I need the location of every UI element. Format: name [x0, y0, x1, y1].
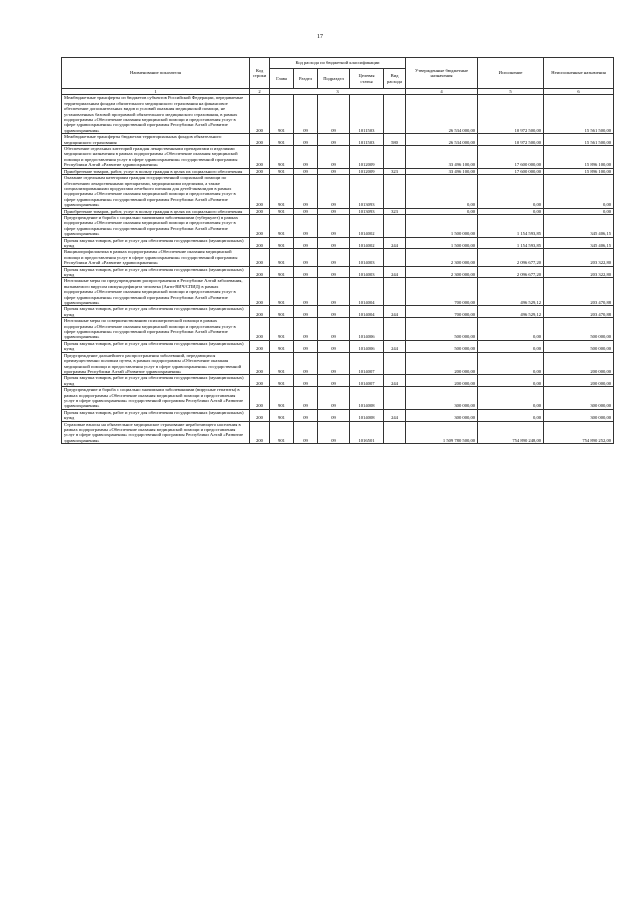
- table-row: [62, 214, 614, 237]
- row-name: Неотложные меры по совершенствованию психиатрической помощи в рамках подпрограммы «Обеспечение оказания медицинской помощи и предоставления услуг в сфере здравоохранения» государственной программы Республики Алтай «Развитие здравоохранения»: [62, 318, 250, 341]
- row-executed: 1 154 593,85: [478, 214, 544, 237]
- header-section: Раздел: [294, 69, 318, 89]
- row-expense-type: 244: [384, 375, 406, 387]
- row-line-code: 200: [250, 134, 270, 146]
- row-subsection: 09: [318, 249, 350, 266]
- row-name: Прочая закупка товаров, работ и услуг для обеспечения государственных (муниципальных) нужд: [62, 375, 250, 387]
- row-subsection: 09: [318, 318, 350, 341]
- header-classification: Код расхода по бюджетной классификации: [270, 58, 406, 69]
- row-chapter: 901: [270, 134, 294, 146]
- row-line-code: 200: [250, 175, 270, 208]
- row-name: Предупреждение и борьба с социально значимыми заболеваниями (туберкулез) в рамках подпрограммы «Обеспечение оказания медицинской помощи и предоставления услуг в сфере здравоохранения» государственной программы Республики Алтай «Развитие здравоохранения»: [62, 214, 250, 237]
- row-approved: 33 496 100,00: [406, 168, 478, 174]
- row-approved: 26 534 000,00: [406, 95, 478, 134]
- row-subsection: 09: [318, 175, 350, 208]
- row-subsection: 09: [318, 306, 350, 318]
- header-row-1: [62, 58, 614, 69]
- row-approved: 200 000,00: [406, 375, 478, 387]
- row-name: Предупреждение и борьба с социально значимыми заболеваниями (вирусные гепатиты) в рамках подпрограммы «Обеспечение оказания медицинской помощи и предоставления услуг в сфере здравоохранения» государственной программы Республики Алтай «Развитие здравоохранения»: [62, 387, 250, 410]
- row-unexecuted: 300 000,00: [544, 409, 614, 421]
- row-name: Неотложные меры по предупреждению распространения в Республике Алтай заболевания, вызываемого вирусом иммунодефицита человека (Анти-ВИЧ/СПИД) в рамках подпрограммы «Обеспечение оказания медицинской помощи и предоставления услуг в сфере здравоохранения» государственной программы Республики Алтай «Развитие здравоохранения»: [62, 278, 250, 306]
- table-row: [62, 421, 614, 444]
- row-target: 1014003: [350, 266, 384, 278]
- row-approved: 0,00: [406, 175, 478, 208]
- row-executed: 1 154 593,85: [478, 237, 544, 249]
- row-target: 1014004: [350, 278, 384, 306]
- row-executed: 10 972 500,00: [478, 134, 544, 146]
- row-subsection: 09: [318, 146, 350, 169]
- row-executed: 0,00: [478, 208, 544, 214]
- row-executed: 496 529,12: [478, 278, 544, 306]
- table-row: [62, 352, 614, 375]
- row-target: 1014002: [350, 214, 384, 237]
- budget-table: [61, 57, 614, 444]
- row-target: 1014008: [350, 387, 384, 410]
- row-executed: 17 600 000,00: [478, 168, 544, 174]
- row-section: 09: [294, 340, 318, 352]
- row-approved: 1 509 780 500,00: [406, 421, 478, 444]
- row-expense-type: 580: [384, 134, 406, 146]
- row-subsection: 09: [318, 278, 350, 306]
- row-subsection: 09: [318, 208, 350, 214]
- row-executed: 754 890 248,00: [478, 421, 544, 444]
- row-line-code: 200: [250, 168, 270, 174]
- row-section: 09: [294, 249, 318, 266]
- row-executed: 0,00: [478, 375, 544, 387]
- row-expense-type: [384, 318, 406, 341]
- row-unexecuted: 200 000,00: [544, 352, 614, 375]
- row-unexecuted: 15 561 500,00: [544, 134, 614, 146]
- table-row: [62, 340, 614, 352]
- row-line-code: 200: [250, 249, 270, 266]
- row-name: Обеспечение отдельных категорий граждан лекарственными препаратами и изделиями медицинского назначения в рамках подпрограммы «Обеспечение оказания медицинской помощи и предоставления услуг в сфере здравоохранения» государственной программы Республики Алтай «Развитие здравоохранения»: [62, 146, 250, 169]
- row-section: 09: [294, 421, 318, 444]
- row-approved: 26 534 000,00: [406, 134, 478, 146]
- row-expense-type: [384, 249, 406, 266]
- row-chapter: 901: [270, 318, 294, 341]
- row-line-code: 200: [250, 95, 270, 134]
- row-approved: 2 300 000,00: [406, 249, 478, 266]
- row-expense-type: [384, 421, 406, 444]
- row-chapter: 901: [270, 208, 294, 214]
- table-row: [62, 175, 614, 208]
- row-name: Прочая закупка товаров, работ и услуг для обеспечения государственных (муниципальных) нужд: [62, 340, 250, 352]
- row-target: 1014003: [350, 249, 384, 266]
- row-subsection: 09: [318, 168, 350, 174]
- row-unexecuted: 15 896 100,00: [544, 146, 614, 169]
- row-target: 1013093: [350, 208, 384, 214]
- row-chapter: 901: [270, 95, 294, 134]
- header-subsection: Подраздел: [318, 69, 350, 89]
- row-target: 1014002: [350, 237, 384, 249]
- header-expense-type: Вид расхода: [384, 69, 406, 89]
- row-chapter: 901: [270, 409, 294, 421]
- row-expense-type: 244: [384, 340, 406, 352]
- colnum: 1: [62, 89, 250, 95]
- row-chapter: 901: [270, 421, 294, 444]
- row-subsection: 09: [318, 237, 350, 249]
- row-expense-type: [384, 278, 406, 306]
- row-expense-type: 323: [384, 168, 406, 174]
- header-code-line: Код строки: [250, 58, 270, 89]
- row-line-code: 200: [250, 352, 270, 375]
- row-name: Страховые взносы на обязательное медицинское страхование неработающего населения в рамках подпрограммы «Обеспечение оказания медицинской помощи и предоставления услуг в сфере здравоохранения» государственной программы Республики Алтай «Развитие здравоохранения»: [62, 421, 250, 444]
- row-expense-type: 323: [384, 208, 406, 214]
- row-name: Приобретение товаров, работ, услуг в пользу граждан в целях их социального обеспечения: [62, 208, 250, 214]
- row-section: 09: [294, 95, 318, 134]
- row-subsection: 09: [318, 409, 350, 421]
- page-number: 17: [317, 34, 323, 40]
- row-line-code: 200: [250, 421, 270, 444]
- row-target: 1014008: [350, 409, 384, 421]
- row-section: 09: [294, 409, 318, 421]
- table-row: [62, 95, 614, 134]
- row-target: 1016501: [350, 421, 384, 444]
- row-expense-type: [384, 352, 406, 375]
- row-unexecuted: 15 561 500,00: [544, 95, 614, 134]
- row-executed: 0,00: [478, 318, 544, 341]
- row-chapter: 901: [270, 146, 294, 169]
- row-unexecuted: 203 470,88: [544, 278, 614, 306]
- table-row: [62, 146, 614, 169]
- colnum: 2: [250, 89, 270, 95]
- row-unexecuted: 0,00: [544, 175, 614, 208]
- table-row: [62, 266, 614, 278]
- row-name: Предупреждение дальнейшего распространения заболеваний, передающихся преимущественно половым путем, в рамках подпрограммы «Обеспечение оказания медицинской помощи и предоставления услуг в сфере здравоохранения» государственной программы Республики Алтай «Развитие здравоохранения»: [62, 352, 250, 375]
- row-target: 1014007: [350, 352, 384, 375]
- header-unexecuted: Неисполненные назначения: [544, 58, 614, 89]
- table-row: [62, 249, 614, 266]
- row-line-code: 200: [250, 237, 270, 249]
- row-subsection: 09: [318, 214, 350, 237]
- row-executed: 17 600 000,00: [478, 146, 544, 169]
- row-section: 09: [294, 318, 318, 341]
- table-body: [62, 95, 614, 444]
- row-chapter: 901: [270, 278, 294, 306]
- row-chapter: 901: [270, 352, 294, 375]
- table-row: [62, 134, 614, 146]
- row-name: Прочая закупка товаров, работ и услуг для обеспечения государственных (муниципальных) нужд: [62, 409, 250, 421]
- row-chapter: 901: [270, 175, 294, 208]
- row-unexecuted: 15 896 100,00: [544, 168, 614, 174]
- row-chapter: 901: [270, 340, 294, 352]
- row-section: 09: [294, 134, 318, 146]
- table-row: [62, 375, 614, 387]
- row-name: Межбюджетные трансферты бюджетам территориальных фондов обязательного медицинского страхования: [62, 134, 250, 146]
- row-target: 1011503: [350, 95, 384, 134]
- row-line-code: 200: [250, 387, 270, 410]
- row-section: 09: [294, 146, 318, 169]
- row-chapter: 901: [270, 214, 294, 237]
- row-name: Прочая закупка товаров, работ и услуг для обеспечения государственных (муниципальных) нужд: [62, 306, 250, 318]
- row-section: 09: [294, 266, 318, 278]
- row-section: 09: [294, 237, 318, 249]
- row-line-code: 200: [250, 318, 270, 341]
- row-section: 09: [294, 375, 318, 387]
- row-line-code: 200: [250, 278, 270, 306]
- row-expense-type: [384, 387, 406, 410]
- row-executed: 0,00: [478, 340, 544, 352]
- row-unexecuted: 754 890 252,00: [544, 421, 614, 444]
- row-subsection: 09: [318, 421, 350, 444]
- row-line-code: 200: [250, 375, 270, 387]
- row-chapter: 901: [270, 168, 294, 174]
- row-approved: 500 000,00: [406, 318, 478, 341]
- row-unexecuted: 345 406,15: [544, 214, 614, 237]
- table-row: [62, 387, 614, 410]
- row-line-code: 200: [250, 214, 270, 237]
- row-approved: 2 300 000,00: [406, 266, 478, 278]
- row-line-code: 200: [250, 208, 270, 214]
- row-expense-type: 244: [384, 266, 406, 278]
- row-subsection: 09: [318, 134, 350, 146]
- row-approved: 700 000,00: [406, 306, 478, 318]
- row-target: 1014004: [350, 306, 384, 318]
- row-line-code: 200: [250, 146, 270, 169]
- row-chapter: 901: [270, 306, 294, 318]
- row-approved: 700 000,00: [406, 278, 478, 306]
- row-unexecuted: 203 322,80: [544, 249, 614, 266]
- row-chapter: 901: [270, 266, 294, 278]
- row-executed: 0,00: [478, 352, 544, 375]
- row-unexecuted: 500 000,00: [544, 318, 614, 341]
- header-executed: Исполнение: [478, 58, 544, 89]
- row-approved: 0,00: [406, 208, 478, 214]
- row-chapter: 901: [270, 387, 294, 410]
- row-subsection: 09: [318, 95, 350, 134]
- row-executed: 2 096 677,20: [478, 249, 544, 266]
- row-subsection: 09: [318, 387, 350, 410]
- colnum: 3: [270, 89, 406, 95]
- table-row: [62, 409, 614, 421]
- row-section: 09: [294, 387, 318, 410]
- row-name: Прочая закупка товаров, работ и услуг для обеспечения государственных (муниципальных) нужд: [62, 237, 250, 249]
- row-line-code: 200: [250, 266, 270, 278]
- header-name: Наименование показателя: [62, 58, 250, 89]
- row-line-code: 200: [250, 306, 270, 318]
- row-approved: 300 000,00: [406, 409, 478, 421]
- row-approved: 1 500 000,00: [406, 214, 478, 237]
- row-target: 1013093: [350, 175, 384, 208]
- row-executed: 2 096 677,20: [478, 266, 544, 278]
- row-unexecuted: 0,00: [544, 208, 614, 214]
- row-expense-type: 244: [384, 237, 406, 249]
- row-chapter: 901: [270, 249, 294, 266]
- row-approved: 200 000,00: [406, 352, 478, 375]
- header-chapter: Глава: [270, 69, 294, 89]
- row-executed: 0,00: [478, 387, 544, 410]
- table-row: [62, 306, 614, 318]
- row-expense-type: [384, 95, 406, 134]
- row-section: 09: [294, 175, 318, 208]
- row-expense-type: [384, 175, 406, 208]
- row-target: 1014007: [350, 375, 384, 387]
- row-expense-type: 244: [384, 306, 406, 318]
- row-section: 09: [294, 208, 318, 214]
- row-chapter: 901: [270, 237, 294, 249]
- row-name: Прочая закупка товаров, работ и услуг для обеспечения государственных (муниципальных) нужд: [62, 266, 250, 278]
- row-executed: 0,00: [478, 409, 544, 421]
- row-executed: 10 972 500,00: [478, 95, 544, 134]
- row-name: Приобретение товаров, работ, услуг в пользу граждан в целях их социального обеспечения: [62, 168, 250, 174]
- row-section: 09: [294, 306, 318, 318]
- row-subsection: 09: [318, 340, 350, 352]
- row-approved: 300 000,00: [406, 387, 478, 410]
- row-executed: 496 529,12: [478, 306, 544, 318]
- row-section: 09: [294, 278, 318, 306]
- row-unexecuted: 200 000,00: [544, 375, 614, 387]
- colnum: 6: [544, 89, 614, 95]
- row-subsection: 09: [318, 352, 350, 375]
- row-subsection: 09: [318, 375, 350, 387]
- row-unexecuted: 300 000,00: [544, 387, 614, 410]
- row-expense-type: [384, 146, 406, 169]
- row-expense-type: 244: [384, 409, 406, 421]
- row-unexecuted: 203 470,88: [544, 306, 614, 318]
- colnum: 4: [406, 89, 478, 95]
- row-section: 09: [294, 214, 318, 237]
- row-subsection: 09: [318, 266, 350, 278]
- row-expense-type: [384, 214, 406, 237]
- row-target: 1012009: [350, 168, 384, 174]
- row-executed: 0,00: [478, 175, 544, 208]
- table-row: [62, 237, 614, 249]
- row-section: 09: [294, 168, 318, 174]
- row-name: Оказание отдельным категориям граждан государственной социальной помощи по обеспечению лекарственными препаратами, медицинскими изделиями, а также специализированными продуктами лечебного питания для детей-инвалидов в рамках подпрограммы «Обеспечение оказания медицинской помощи и предоставления услуг в сфере здравоохранения» государственной программы Республики Алтай «Развитие здравоохранения»: [62, 175, 250, 208]
- row-unexecuted: 203 322,80: [544, 266, 614, 278]
- row-chapter: 901: [270, 375, 294, 387]
- row-target: 1014006: [350, 318, 384, 341]
- row-section: 09: [294, 352, 318, 375]
- row-name: Межбюджетные трансферты из бюджетов субъектов Российской Федерации, передаваемые территориальным фондам обязательного медицинского страхования на финансовое обеспечение дополнительных видов и условий оказания медицинской помощи, не установленных базовой программой обязательного медицинского страхования, в рамках подпрограммы «Обеспечение оказания медицинской помощи и предоставления услуг в сфере здравоохранения» государственной программы Республики Алтай «Развитие здравоохранения»: [62, 95, 250, 134]
- header-approved: Утвержденные бюджетные назначения: [406, 58, 478, 89]
- row-line-code: 200: [250, 409, 270, 421]
- row-approved: 1 500 000,00: [406, 237, 478, 249]
- row-approved: 500 000,00: [406, 340, 478, 352]
- table-row: [62, 278, 614, 306]
- colnum: 5: [478, 89, 544, 95]
- row-target: 1014006: [350, 340, 384, 352]
- table-row: [62, 318, 614, 341]
- header-target: Целевая статья: [350, 69, 384, 89]
- row-unexecuted: 345 406,15: [544, 237, 614, 249]
- row-target: 1011503: [350, 134, 384, 146]
- row-target: 1012009: [350, 146, 384, 169]
- row-line-code: 200: [250, 340, 270, 352]
- row-name: Вакцинопрофилактика в рамках подпрограммы «Обеспечение оказания медицинской помощи и предоставления услуг в сфере здравоохранения» государственной программы Республики Алтай «Развитие здравоохранения»: [62, 249, 250, 266]
- row-unexecuted: 500 000,00: [544, 340, 614, 352]
- row-approved: 33 496 100,00: [406, 146, 478, 169]
